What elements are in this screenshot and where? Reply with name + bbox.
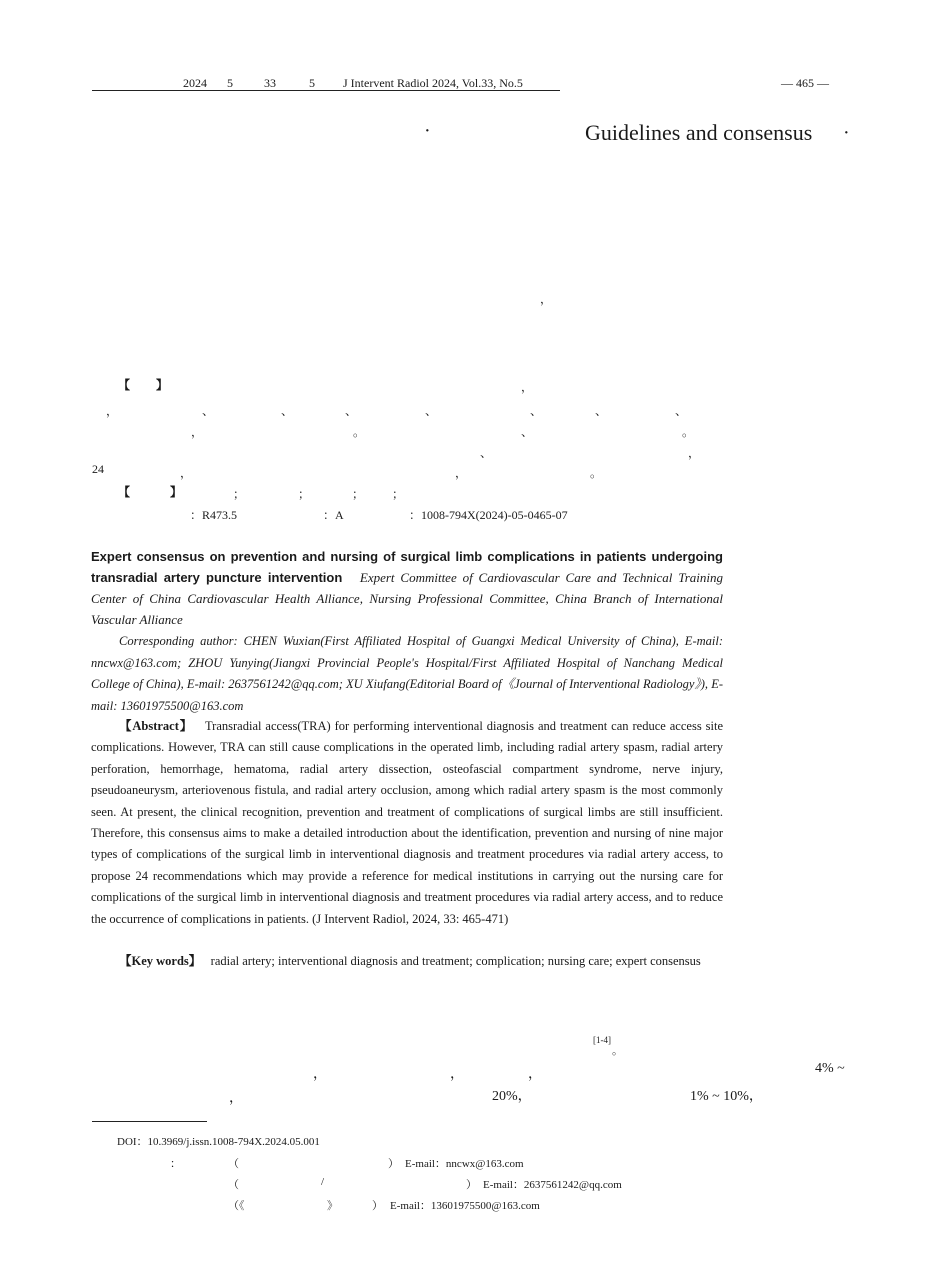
footnote-punct: ） (388, 1158, 399, 1170)
article-number: ：1008-794X(2024)-05-0465-07 (409, 508, 568, 522)
cn-punct: 、 (480, 446, 493, 460)
cn-punct: 、 (281, 404, 294, 418)
cn-punct: 。 (682, 425, 695, 439)
footnote-punct: （ (228, 1158, 239, 1170)
abstract-block (91, 716, 723, 930)
header-journal: J Intervent Radiol 2024, Vol.33, No.5 (343, 76, 523, 90)
cn-punct: ， (521, 380, 534, 394)
cn-punct: 。 (353, 425, 366, 439)
cn-punct: ， (455, 466, 468, 480)
cn-keywords-bracket-left: 【 (118, 485, 131, 499)
footnote-punct: （ (228, 1179, 239, 1191)
footnote-email: E-mail：2637561242@qq.com (483, 1179, 622, 1191)
cn-punct: ， (180, 466, 193, 480)
cn-punct: 、 (530, 404, 543, 418)
header-month: 5 (227, 76, 233, 90)
cn-punct: ， (106, 404, 119, 418)
title-comma: ， (540, 292, 553, 306)
corresponding-author-text: Corresponding author: CHEN Wuxian(First Affiliated Hospital of Guangxi Medical University of China), E-mail: nncwx@163.com; ZHOU Yunying(Jiangxi Provincial People's Hospital/First Affiliated Hospital of Nanchang Medical College of China), E-mail: 2637561242@qq.com; XU Xiufang(Editorial Board of《Journal of Interventional Radiology》), E-mail: 13601975500@163.com (91, 634, 723, 713)
english-authors: Expert Committee of Cardiovascular Care and Technical Training Center of China Cardiovascular Health Alliance, Nursing Professional Committee, China Branch of International Vascular Alliance (91, 570, 724, 627)
cn-punct: ； (298, 487, 311, 501)
document-code: ：A (323, 508, 344, 522)
corresponding-author (91, 631, 723, 717)
cn-punct: 、 (345, 404, 358, 418)
doi: DOI：10.3969/j.issn.1008-794X.2024.05.001 (117, 1136, 320, 1148)
cn-number: 24 (92, 462, 104, 476)
body-punct: ， (450, 1067, 464, 1082)
cn-punct: 。 (590, 466, 603, 480)
abstract-label: 【Abstract】 (119, 719, 194, 733)
cn-keywords-bracket-right: 】 (170, 485, 183, 499)
footnote-punct: / (321, 1176, 325, 1188)
class-number: ：R473.5 (190, 508, 238, 522)
keywords-block (91, 951, 723, 973)
footnote-punct: ） (466, 1179, 477, 1191)
cn-punct: ， (688, 446, 701, 460)
body-punct: ， (229, 1091, 243, 1106)
body-percent: 4% ~ (815, 1061, 845, 1076)
footnote-punct: （《 (228, 1200, 245, 1212)
footnote-email: E-mail：nncwx@163.com (405, 1158, 524, 1170)
cn-punct: ； (233, 487, 246, 501)
column-label: Guidelines and consensus (585, 120, 813, 145)
body-percent: 20%， (492, 1089, 532, 1104)
column-dot-left: · (424, 120, 431, 142)
body-punct: 。 (612, 1045, 623, 1057)
page-number: — 465 — (781, 76, 829, 90)
header-rule (92, 90, 560, 91)
cn-punct: ； (352, 487, 365, 501)
cn-punct: 、 (675, 404, 688, 418)
cn-punct: 、 (595, 404, 608, 418)
cn-punct: ， (191, 425, 204, 439)
english-title: Expert consensus on prevention and nursing of surgical limb complications in patients undergoing transradial artery puncture intervention (91, 549, 723, 585)
footnote-rule (92, 1121, 207, 1122)
footnote-punct: 》 (327, 1200, 338, 1212)
header-volume: 33 (264, 76, 276, 90)
body-punct: ， (313, 1067, 327, 1082)
cn-abstract-bracket-right: 】 (156, 378, 169, 392)
abstract-text: Transradial access(TRA) for performing interventional diagnosis and treatment can reduce access site complications. However, TRA can still cause complications in the operated limb, including radial artery spasm, radial artery perforation, hemorrhage, hematoma, radial artery dissection, osteofascial compartment syndrome, nerve injury, pseudoaneurysm, arteriovenous fistula, and radial artery occlusion, among which radial artery spasm is the most commonly seen. At present, the clinical recognition, prevention and treatment of complications of surgical limbs are still insufficient. Therefore, this consensus aims to make a detailed introduction about the identification, prevention and nursing of nine major types of complications of the surgical limb in interventional diagnosis and treatment procedures via radial artery access, to propose 24 recommendations which may provide a reference for medical institutions in carrying out the nursing care for complications of the surgical limb in interventional diagnosis and treatment procedures via radial artery access, and to reduce the occurrence of complications in patients. (J Intervent Radiol, 2024, 33: 465-471) (91, 719, 724, 926)
cn-punct: 、 (425, 404, 438, 418)
cn-abstract-bracket-left: 【 (118, 378, 131, 392)
body-punct: ， (528, 1067, 542, 1082)
header-year: 2024 (183, 76, 207, 90)
body-percent: 1% ~ 10%， (690, 1089, 763, 1104)
header-issue: 5 (309, 76, 315, 90)
column-dot-right: · (843, 122, 850, 144)
footnote-punct: ） (372, 1200, 383, 1212)
cn-punct: 、 (202, 404, 215, 418)
cn-punct: ； (392, 487, 405, 501)
citation-ref: [1-4] (593, 1035, 611, 1045)
footnote-punct: ： (170, 1158, 181, 1170)
cn-punct: 、 (521, 425, 534, 439)
keywords-text: radial artery; interventional diagnosis and treatment; complication; nursing care; expert consensus (210, 954, 701, 968)
keywords-label: 【Key words】 (119, 954, 202, 968)
footnote-email: E-mail：13601975500@163.com (390, 1200, 540, 1212)
english-title-block (91, 546, 723, 630)
